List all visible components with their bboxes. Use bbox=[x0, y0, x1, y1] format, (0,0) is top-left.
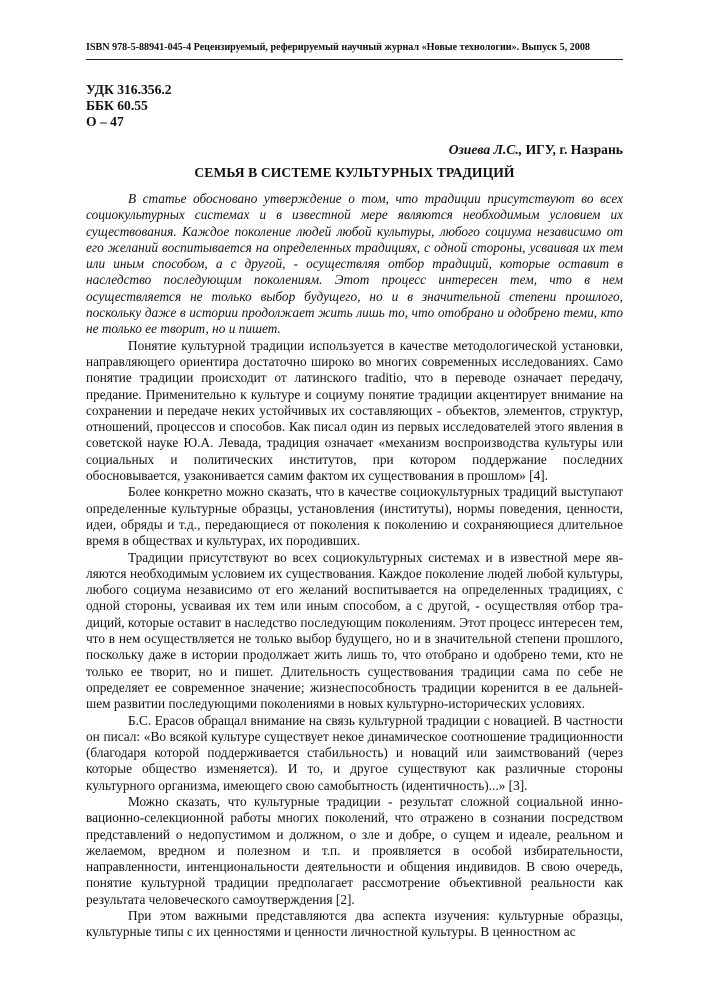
article-title: СЕМЬЯ В СИСТЕМЕ КУЛЬТУРНЫХ ТРАДИЦИЙ bbox=[194, 165, 515, 180]
paragraph-5: Можно сказать, что культурные традиции - результат сложной социальной инновационно-селекционной работы многих поколений, что отражено в сознании посредством представлений о недопустимом и должном, о зле и добре, о сущем и идеале, реальном и желаемом, вредном и полезном и т.п. и проявляется в особой избирательности, направленности, интенциональности деятельности и общения индивидов. В свою очередь, понятие культурной традиции предполагает рассмотрение объективной реальности как результата человеческого самоутверждения [2]. bbox=[86, 793, 623, 907]
author-line bbox=[449, 142, 623, 158]
udk-code: УДК 316.356.2 bbox=[86, 82, 172, 97]
paragraph-4: Б.С. Ерасов обращал внимание на связь культурной традиции с новацией. В частности он писал: «Во всякой культуре существует некое динамическое соотношение традиционности (благодаря которой поддерживается стабильность) и новаций или заимствований (через которые общество изменяется). И то, и другое существуют как различные стороны культурного организма, имеющего свою самобытность (идентичность)...» [3]. bbox=[86, 712, 623, 793]
paragraph-2: Более конкретно можно сказать, что в качестве социокультурных традиций выступают определенные культурные образцы, установления (институты), нормы поведения, ценности, идеи, обряды и т.д., передающиеся от поколения к поколению и сохраняющиеся длительное время в обществах и культурах, их породивших. bbox=[86, 484, 623, 549]
paragraph-6: При этом важными представляются два аспекта изучения: культурные образцы, культурные типы с их ценностями и ценности личностной культуры. В ценностном ас bbox=[86, 908, 623, 940]
header-divider bbox=[86, 59, 623, 60]
abstract: В статье обосновано утверждение о том, что традиции присутствуют во всех социокультурных системах и в известной мере являются необходимым условием их существования. Каждое поколение людей любой культуры, любого социума независимо от его желаний воспитывается на определенных традициях, с одной стороны, усваивая их тем или иным способом, а с другой, - осуществляя отбор традиций, которые оставит в наследство последующим поколениям. Этот процесс интересен тем, что в нем осуществляется не только выбор будущего, но и в значительной степени прошлого, поскольку даже в истории продолжает жить лишь то, что отобрано и одобрено теми, кто не только ее творит, но и пишет. bbox=[86, 191, 623, 337]
classification-block bbox=[86, 82, 172, 130]
running-head: ISBN 978-5-88941-045-4 Рецензируемый, реферируемый научный журнал «Новые технологии». Выпуск 5, 2008 bbox=[86, 42, 590, 53]
author-affiliation: ИГУ, г. Назрань bbox=[522, 142, 623, 157]
bbk-code: ББК 60.55 bbox=[86, 98, 148, 113]
article-body bbox=[86, 191, 623, 941]
paragraph-1: Понятие культурной традиции используется в качестве методологической установки, направляющего ориентира достаточно широко во многих современных исследованиях. Само понятие традиции происходит от латинского traditio, что в переводе означает передачу, предание. Применительно к культуре и социуму понятие традиции акцентирует внимание на сохранении и передаче неких устойчивых их составляющих - объектов, элементов, структур, отношений, процессов и способов. Как писал один из первых исследователей этого явления в советской науке Ю.А. Левада, традиция означает «механизм воспроизводства культуры или социальных и политических институтов, при котором поддержание последних обосновывается, узаконивается самим фактом их существования в прошлом» [4]. bbox=[86, 337, 623, 484]
author-sign: О – 47 bbox=[86, 114, 124, 129]
author-name: Озиева Л.С., bbox=[448, 142, 523, 157]
paragraph-3: Традиции присутствуют во всех социокультурных системах и в известной мере являются необходимым условием их существования. Каждое поколение людей любой культуры, любого социума независимо от его желаний воспитывается на определенных традициях, с одной стороны, усваивая их тем или иным способом, а с другой, - осуществляя отбор традиций, которые оставит в наследство последующим поколениям. Этот процесс интересен тем, что в нем осуществляется не только выбор будущего, но и в значительной степени прошлого, поскольку даже в истории продолжает жить лишь то, что отобрано и одобрено теми, кто не только ее творит, но и пишет. Длительность существования традиции сама по себе не определяет ее современное значение; жизнеспособность традиции коренится в ее дальнейшем развитии последующими поколениями в новых культурно-исторических условиях. bbox=[86, 549, 623, 712]
